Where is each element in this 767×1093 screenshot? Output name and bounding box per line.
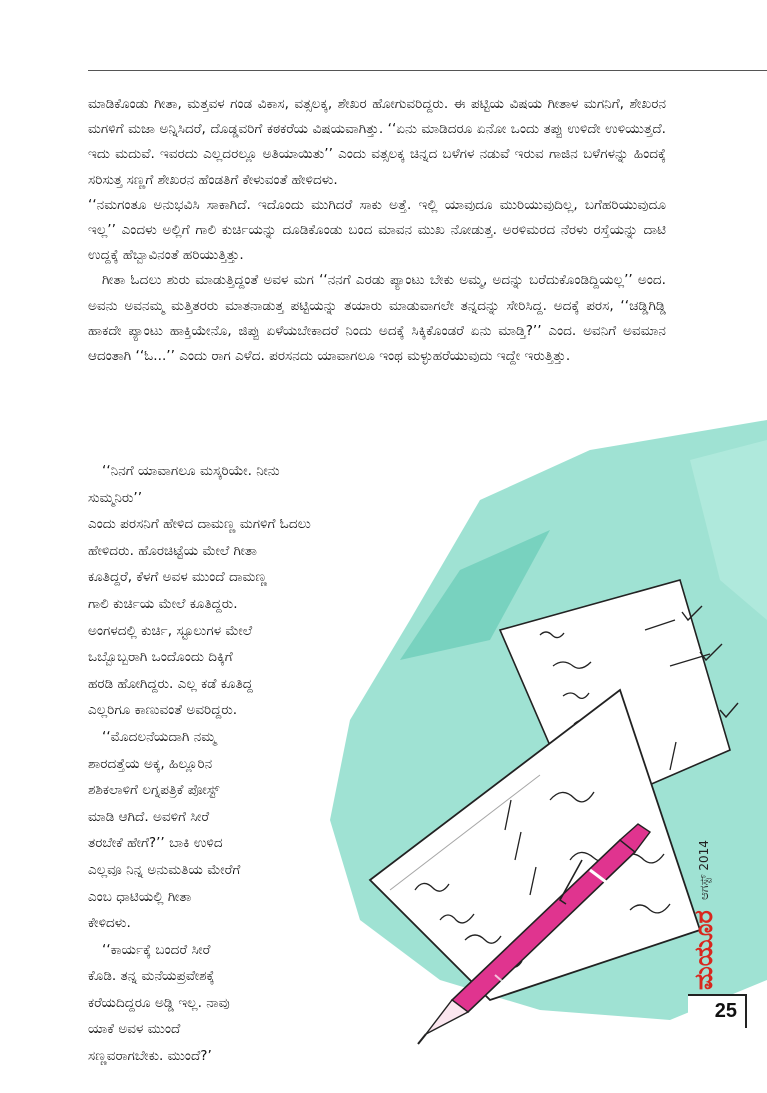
paragraph: ‘‘ನಿನಗೆ ಯಾವಾಗಲೂ ಮಸ್ಕರಿಯೇ. ನೀನು ಸುಮ್ಮನಿರು’’ ಎಂದು ಪರಸನಿಗೆ ಹೇಳಿದ ದಾಮಣ್ಣ ಮಗಳಿಗೆ ಓದಲು ಹೇಳಿದರು. ಹೊರಚಿಟ್ಟೆಯ ಮೇಲೆ ಗೀತಾ ಕೂತಿದ್ದರೆ, ಕೆಳಗೆ ಅವಳ ಮುಂದೆ ದಾಮಣ್ಣ ಗಾಲಿ ಕುರ್ಚಿಯ ಮೇಲೆ ಕೂತಿದ್ದರು. ಅಂಗಳದಲ್ಲಿ ಕುರ್ಚಿ, ಸ್ಟೂಲುಗಳ ಮೇಲೆ ಒಬ್ಬೊಬ್ಬರಾಗಿ ಒಂದೊಂದು ದಿಕ್ಕಿಗೆ ಹರಡಿ ಹೋಗಿದ್ದರು. ಎಲ್ಲ ಕಡೆ ಕೂತಿದ್ದ ಎಲ್ಲರಿಗೂ ಕಾಣುವಂತೆ ಅವರಿದ್ದರು.: [88, 463, 311, 719]
paragraph: ‘‘ನಮಗಂತೂ ಅನುಭವಿಸಿ ಸಾಕಾಗಿದೆ. ಇದೊಂದು ಮುಗಿದರೆ ಸಾಕು ಅತ್ತೆ. ಇಲ್ಲಿ ಯಾವುದೂ ಮುರಿಯುವುದಿಲ್ಲ, ಬಗೆಹರಿಯುವುದೂ ಇಲ್ಲ’’ ಎಂದಳು ಅಲ್ಲಿಗೆ ಗಾಲಿ ಕುರ್ಚಿಯನ್ನು ದೂಡಿಕೊಂಡು ಬಂದ ಮಾವನ ಮುಖ ನೋಡುತ್ತ. ಅರಳಿಮರದ ನೆರಳು ರಸ್ತೆಯನ್ನು ದಾಟಿ ಉದ್ದಕ್ಕೆ ಹೆಬ್ಬಾವಿನಂತೆ ಹರಿಯುತ್ತಿತ್ತು.: [88, 196, 666, 264]
header-rule: [88, 70, 767, 71]
page-number-box: [688, 994, 747, 1028]
body-text: [88, 92, 666, 369]
magazine-label: [688, 808, 718, 990]
paragraph: ಗೀತಾ ಓದಲು ಶುರು ಮಾಡುತ್ತಿದ್ದಂತೆ ಅವಳ ಮಗ ‘‘ನನಗೆ ಎರಡು ಪ್ಯಾಂಟು ಬೇಕು ಅಮ್ಮ, ಅದನ್ನು ಬರೆದುಕೊಂಡಿದ್ದಿಯಲ್ಲ’’ ಅಂದ. ಅವನು ಅವನಮ್ಮ ಮತ್ತಿತರರು ಮಾತನಾಡುತ್ತ ಪಟ್ಟಿಯನ್ನು ತಯಾರು ಮಾಡುವಾಗಲೇ ತನ್ನದನ್ನು ಸೇರಿಸಿದ್ದ. ಅದಕ್ಕೆ ಪರಸ, ‘‘ಚಡ್ಡಿಗಿಡ್ಡಿ ಹಾಕದೇ ಪ್ಯಾಂಟು ಹಾಕ್ತಿಯೇನೊ, ಜಿಪ್ಪು ಏಳೆಯಬೇಕಾದರೆ ನಿಂದು ಅದಕ್ಕೆ ಸಿಕ್ಕಿಕೊಂಡರೆ ಏನು ಮಾಡ್ತಿ?’’ ಎಂದ. ಅವನಿಗೆ ಅವಮಾನ ಆದಂತಾಗಿ ‘‘ಓ...’’ ಎಂದು ರಾಗ ಎಳೆದ. ಪರಸನದು ಯಾವಾಗಲೂ ಇಂಥ ಮಳ್ಳುಹರೆಯುವುದು ಇದ್ದೇ ಇರುತ್ತಿತ್ತು.: [88, 272, 666, 365]
list-and-pen-illustration: [290, 420, 767, 1093]
paragraph: ‘‘ಮೊದಲನೆಯದಾಗಿ ನಮ್ಮ ಶಾರದತ್ತೆಯ ಅಕ್ಕ, ಹಿಲ್ಲೂರಿನ ಶಶಿಕಲಾಳಿಗೆ ಲಗ್ನಪತ್ರಿಕೆ ಪೋಸ್ಟ್ ಮಾಡಿ ಆಗಿದೆ. ಅವಳಿಗೆ ಸೀರೆ ತರಬೇಕೆ ಹೇಗೆ?’’ ಬಾಕಿ ಉಳಿದ ಎಲ್ಲವೂ ನಿನ್ನ ಅನುಮತಿಯ ಮೇರೆಗೆ ಎಂಬ ಧಾಟಿಯಲ್ಲಿ ಗೀತಾ ಕೇಳಿದಳು.: [88, 728, 241, 932]
issue-date: ಆಗಸ್ಟ್ 2014: [697, 840, 711, 900]
page-number: 25: [714, 1000, 737, 1022]
paragraph: ‘‘ಕಾರ್ಯಕ್ಕೆ ಬಂದರೆ ಸೀರೆ ಕೊಡಿ. ತನ್ನ ಮನೆಯಪ್ರವೇಶಕ್ಕೆ ಕರೆಯದಿದ್ದರೂ ಅಡ್ಡಿ ಇಲ್ಲ. ನಾವು ಯಾಕೆ ಅವಳ ಮುಂದೆ ಸಣ್ಣವರಾಗಬೇಕು. ಮುಂದೆ?’: [88, 941, 230, 1065]
paragraph: ಮಾಡಿಕೊಂಡು ಗೀತಾ, ಮತ್ತವಳ ಗಂಡ ವಿಕಾಸ, ವತ್ಸಲಕ್ಕ, ಶೇಖರ ಹೋಗುವರಿದ್ದರು. ಈ ಪಟ್ಟಿಯ ವಿಷಯ ಗೀತಾಳ ಮಗನಿಗೆ, ಶೇಖರನ ಮಗಳಿಗೆ ಮಜಾ ಅನ್ನಿಸಿದರೆ, ದೊಡ್ಡವರಿಗೆ ಕಠಕರೆಯ ವಿಷಯವಾಗಿತ್ತು. ‘‘ಏನು ಮಾಡಿದರೂ ಏನೋ ಒಂದು ತಪ್ಪು ಉಳಿದೇ ಉಳಿಯುತ್ತದೆ. ಇದು ಮದುವೆ. ಇವರದು ಎಲ್ಲದರಲ್ಲೂ ಅತಿಯಾಯಿತು’’ ಎಂದು ವತ್ಸಲಕ್ಕ ಚಿನ್ನದ ಬಳೆಗಳ ನಡುವೆ ಇರುವ ಗಾಜಿನ ಬಳೆಗಳನ್ನು ಹಿಂದಕ್ಕೆ ಸರಿಸುತ್ತ ಸಣ್ಣಗೆ ಶೇಖರನ ಹೆಂಡತಿಗೆ ಕೇಳುವಂತೆ ಹೇಳಿದಳು.: [88, 96, 666, 188]
magazine-name: ಮಯೂರ: [689, 910, 718, 990]
